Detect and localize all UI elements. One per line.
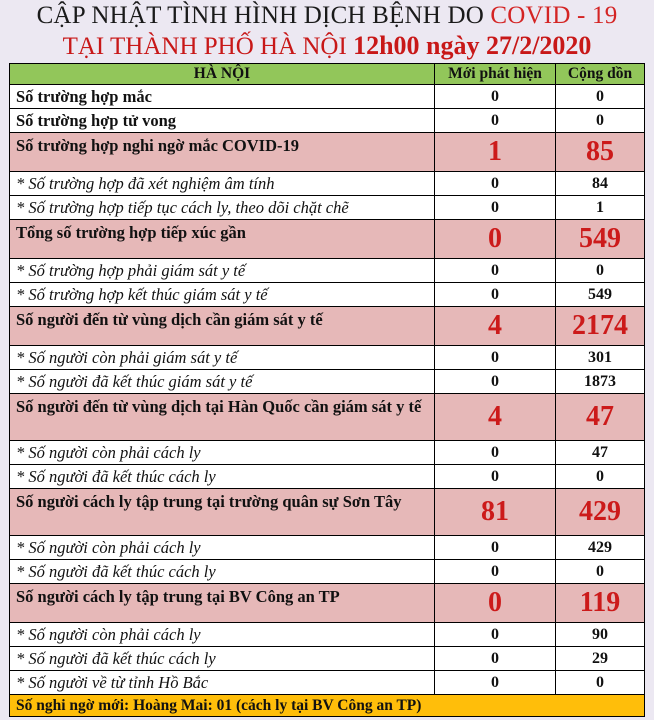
table-body [10, 85, 645, 695]
row-new-count: 0 [435, 283, 556, 307]
row-total-count: 549 [556, 283, 645, 307]
row-new-count: 0 [435, 465, 556, 489]
row-label: * Số người về từ tỉnh Hồ Bắc [10, 671, 435, 695]
row-total-count: 29 [556, 647, 645, 671]
row-label: Tổng số trường hợp tiếp xúc gần [10, 220, 435, 259]
row-label: Số trường hợp nghi ngờ mắc COVID-19 [10, 133, 435, 172]
row-total-count: 0 [556, 259, 645, 283]
column-header-location: HÀ NỘI [10, 64, 435, 85]
row-label: * Số người đã kết thúc cách ly [10, 647, 435, 671]
row-new-count: 1 [435, 133, 556, 172]
table-row [10, 283, 645, 307]
row-label: * Số người còn phải cách ly [10, 536, 435, 560]
row-new-count: 0 [435, 346, 556, 370]
table-header-row [10, 64, 645, 85]
row-new-count: 0 [435, 220, 556, 259]
row-label: * Số người đã kết thúc cách ly [10, 465, 435, 489]
row-new-count: 0 [435, 441, 556, 465]
row-total-count: 0 [556, 465, 645, 489]
row-label: * Số người còn phải giám sát y tế [10, 346, 435, 370]
statistics-table [9, 63, 645, 717]
table-row [10, 307, 645, 346]
title-line-1 [0, 2, 654, 30]
table-row [10, 172, 645, 196]
row-new-count: 0 [435, 172, 556, 196]
row-total-count: 429 [556, 489, 645, 536]
row-label: * Số trường hợp đã xét nghiệm âm tính [10, 172, 435, 196]
row-label: * Số người đã kết thúc giám sát y tế [10, 370, 435, 394]
table-row [10, 441, 645, 465]
row-label: Số người cách ly tập trung tại trường quân sự Sơn Tây [10, 489, 435, 536]
row-new-count: 0 [435, 623, 556, 647]
table-row [10, 220, 645, 259]
row-total-count: 85 [556, 133, 645, 172]
footer-note-row [10, 695, 645, 717]
title-line-2-text: TẠI THÀNH PHỐ HÀ NỘI [62, 33, 354, 60]
table-row [10, 133, 645, 172]
table-row [10, 489, 645, 536]
table-row [10, 85, 645, 109]
title-line-1-text: CẬP NHẬT TÌNH HÌNH DỊCH BỆNH DO [36, 2, 491, 29]
row-new-count: 0 [435, 647, 556, 671]
table-row [10, 259, 645, 283]
row-total-count: 0 [556, 560, 645, 584]
table-row [10, 370, 645, 394]
row-total-count: 301 [556, 346, 645, 370]
row-total-count: 2174 [556, 307, 645, 346]
table-row [10, 109, 645, 133]
statistics-table-container [9, 63, 644, 717]
table-row [10, 623, 645, 647]
row-total-count: 119 [556, 584, 645, 623]
column-header-new: Mới phát hiện [435, 64, 556, 85]
row-total-count: 0 [556, 671, 645, 695]
title-covid-highlight: COVID - 19 [490, 2, 618, 29]
row-new-count: 4 [435, 307, 556, 346]
table-row [10, 346, 645, 370]
row-new-count: 81 [435, 489, 556, 536]
row-total-count: 549 [556, 220, 645, 259]
row-label: * Số trường hợp kết thúc giám sát y tế [10, 283, 435, 307]
row-label: * Số người còn phải cách ly [10, 623, 435, 647]
table-row [10, 196, 645, 220]
row-new-count: 0 [435, 536, 556, 560]
row-total-count: 0 [556, 109, 645, 133]
row-total-count: 1 [556, 196, 645, 220]
table-row [10, 647, 645, 671]
row-new-count: 0 [435, 560, 556, 584]
row-label: * Số trường hợp tiếp tục cách ly, theo dõi chặt chẽ [10, 196, 435, 220]
table-row [10, 671, 645, 695]
row-total-count: 47 [556, 441, 645, 465]
row-total-count: 429 [556, 536, 645, 560]
row-total-count: 84 [556, 172, 645, 196]
row-total-count: 90 [556, 623, 645, 647]
row-total-count: 47 [556, 394, 645, 441]
row-new-count: 0 [435, 584, 556, 623]
footer-note: Số nghi ngờ mới: Hoàng Mai: 01 (cách ly tại BV Công an TP) [10, 695, 645, 717]
title-date: 12h00 ngày 27/2/2020 [353, 31, 592, 60]
row-label: Số trường hợp tử vong [10, 109, 435, 133]
row-label: * Số người đã kết thúc cách ly [10, 560, 435, 584]
row-label: Số người cách ly tập trung tại BV Công an TP [10, 584, 435, 623]
row-new-count: 0 [435, 259, 556, 283]
table-row [10, 394, 645, 441]
row-new-count: 0 [435, 196, 556, 220]
row-new-count: 4 [435, 394, 556, 441]
title-line-2 [0, 31, 654, 61]
row-new-count: 0 [435, 671, 556, 695]
column-header-total: Cộng dồn [556, 64, 645, 85]
table-row [10, 465, 645, 489]
row-label: Số người đến từ vùng dịch tại Hàn Quốc cần giám sát y tế [10, 394, 435, 441]
row-label: * Số trường hợp phải giám sát y tế [10, 259, 435, 283]
row-total-count: 0 [556, 85, 645, 109]
row-new-count: 0 [435, 85, 556, 109]
row-label: Số trường hợp mắc [10, 85, 435, 109]
row-new-count: 0 [435, 109, 556, 133]
row-total-count: 1873 [556, 370, 645, 394]
table-row [10, 584, 645, 623]
row-new-count: 0 [435, 370, 556, 394]
table-row [10, 560, 645, 584]
table-row [10, 536, 645, 560]
row-label: * Số người còn phải cách ly [10, 441, 435, 465]
row-label: Số người đến từ vùng dịch cần giám sát y tế [10, 307, 435, 346]
